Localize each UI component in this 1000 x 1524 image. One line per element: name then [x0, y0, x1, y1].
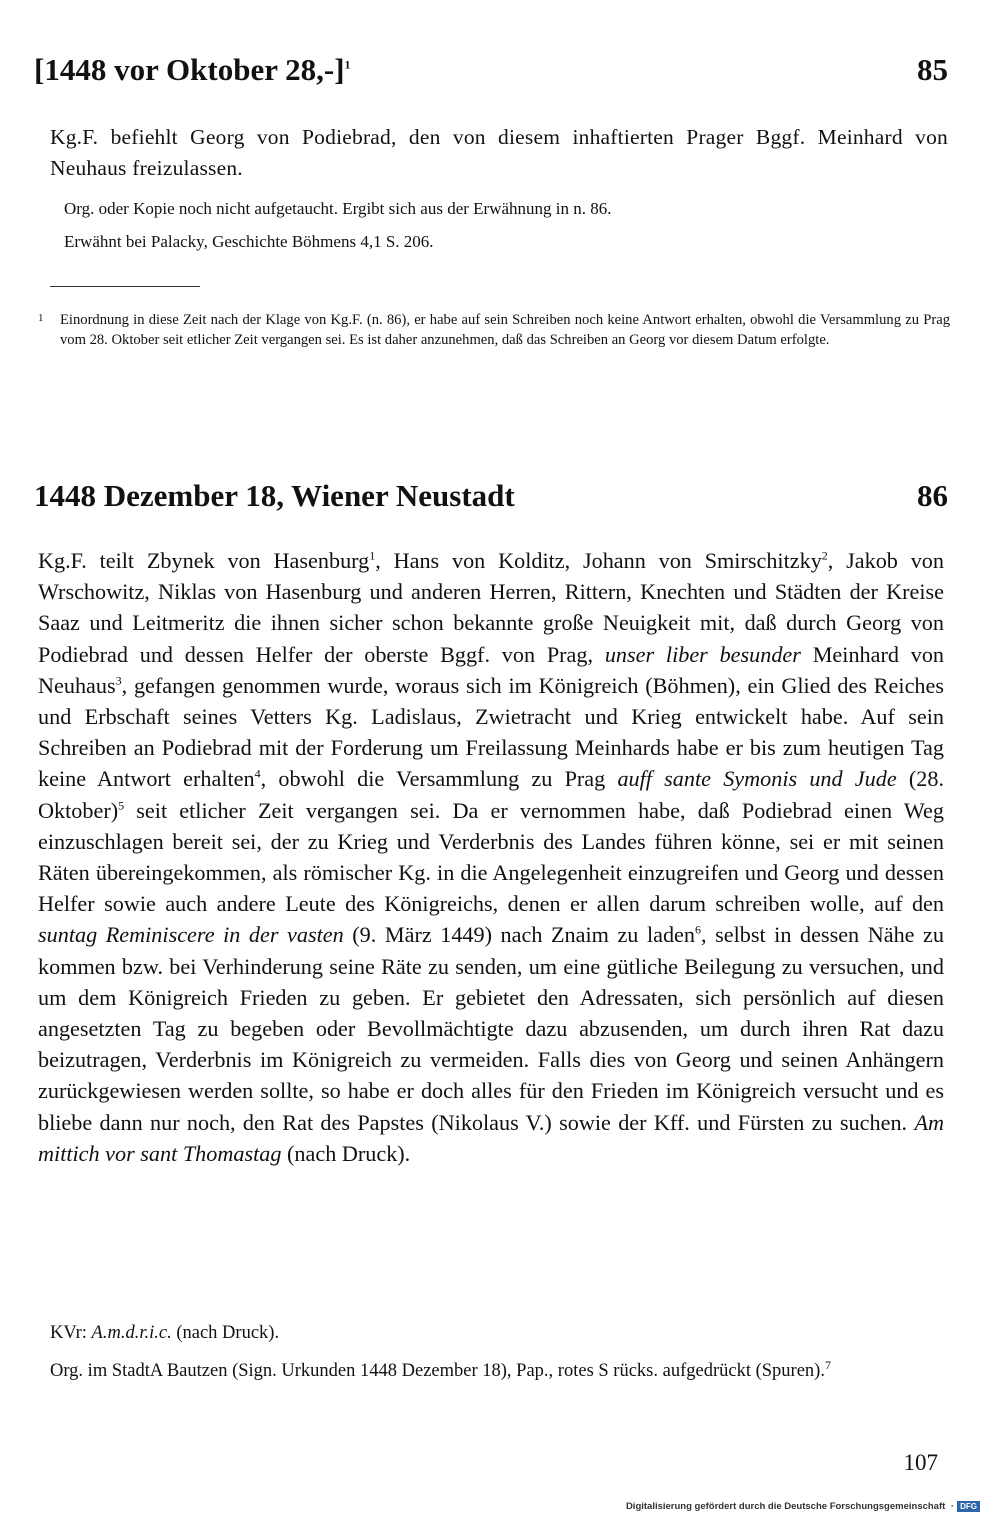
regest-paragraph: Kg.F. teilt Zbynek von Hasenburg$^1$, Hans von Kolditz, Johann von Smirschitzky$^2$, Jakob von Wrschowitz, Niklas von Hasenburg und anderen Herren, Rittern, Knechten und Städten der Kreise Saaz und Leitmeritz die ihnen sicher schon bekannte große Neuigkeit mit, daß durch Georg von Podiebrad und dessen Helfer der oberste Bggf. von Prag, unser liber besunder Meinhard von Neuhaus$^3$, gefangen genommen wurde, woraus sich im Königreich (Böhmen), ein Glied des Reiches und Erbschaft seines Vetters Kg. Ladislaus, Zwietracht und Krieg entwickelt habe. Auf sein Schreiben an Podiebrad mit der Forderung um Freilassung Meinhards habe er bis zum heutigen Tag keine Antwort erhalten$^4$, obwohl die Versammlung zu Prag auff sante Symonis und Jude (28. Oktober)$^5$ seit etlicher Zeit vergangen sei. Da er vernommen habe, daß Podiebrad einen Weg einzuschlagen bereit sei, der zu Krieg und Verderbnis des Landes führen könne, sei er mit seinen Räten übereingekommen, als römischer Kg. in die Angelegenheit einzugreifen und Georg und dessen Helfer sowie auch andere Leute des Königreichs, denen er allen darum schreiben wolle, auf den suntag Reminiscere in der vasten (9. März 1449) nach Znaim zu laden$^6$, selbst in dessen Nähe zu kommen bzw. bei Verhinderung seine Räte zu senden, um eine gütliche Beilegung zu versuchen, und um dem Königreich Frieden zu geben. Er gebietet den Adressaten, sich persönlich auf diesen angesetzten Tag zu begeben oder Bevollmächtigte dazu abzusenden, um durch ihren Rat dazu beizutragen, Verderbnis im Königreich zu vermeiden. Falls dies von Georg und seinen Anhängern zurückgewiesen werden sollte, so habe er doch alles für den Frieden im Königreich versucht und es bliebe dann nur noch, den Rat des Papstes (Nikolaus V.) sowie der Kff. und Fürsten zu suchen. Am mittich vor sant Thomastag (nach Druck). — [38, 548, 945, 1166]
footnote-ref: 5 — [118, 798, 125, 813]
quoted-phrase: unser liber besunder — [604, 641, 801, 667]
footnote-ref: 6 — [695, 923, 701, 938]
dfg-credit: Digitalisierung gefördert durch die Deutsche Forschungsgemeinschaft · DFG — [626, 1501, 980, 1512]
footnote-ref: 2 — [821, 548, 828, 563]
dfg-credit-text: Digitalisierung gefördert durch die Deutsche Forschungsgemeinschaft — [625, 1501, 946, 1512]
entry-86-regest — [38, 545, 944, 1169]
quoted-phrase: auff sante Symonis und Jude — [617, 766, 897, 792]
footnote-ref: 1 — [369, 548, 376, 563]
entry-86-kvr: KVr: A.m.d.r.i.c. (nach Druck). — [50, 1323, 280, 1343]
footnote-ref: 3 — [115, 673, 122, 688]
entry-86-original-note: Org. im StadtA Bautzen (Sign. Urkunden 1448 Dezember 18), Pap., rotes S rücks. aufgedrückt (Spuren).$^7$ — [50, 1357, 831, 1381]
entry-86-number: 86 — [917, 478, 948, 513]
footnote-mark: 1 — [38, 312, 44, 324]
footnote-ref: 1 — [344, 57, 351, 72]
quoted-phrase: Am mittich vor sant Thomastag — [38, 1109, 945, 1166]
footnote-ref: 7 — [824, 1357, 831, 1372]
entry-86-date: 1448 Dezember 18, Wiener Neustadt — [34, 478, 515, 513]
page-number: 107 — [903, 1450, 938, 1475]
entry-86-heading — [34, 478, 948, 514]
dfg-logo-icon: DFG — [957, 1501, 980, 1512]
entry-85-heading — [34, 52, 948, 88]
entry-85-date: [1448 vor Oktober 28,-]$^1$ — [34, 52, 351, 87]
footnote-divider — [50, 286, 200, 287]
footnote-ref: 4 — [254, 767, 261, 782]
entry-85-footnote — [36, 310, 950, 350]
entry-85-note-mention: Erwähnt bei Palacky, Geschichte Böhmens 4,1 S. 206. — [64, 232, 434, 251]
footnote-text: Einordnung in diese Zeit nach der Klage von Kg.F. (n. 86), er habe auf sein Schreiben noch keine Antwort erhalten, obwohl die Versammlung zu Prag vom 28. Oktober seit etlicher Zeit vergangen sei. Es ist daher anzunehmen, daß das Schreiben an Georg vor diesem Datum erfolgte. — [60, 312, 950, 348]
quoted-phrase: suntag Reminiscere in der vasten — [38, 922, 344, 948]
entry-85-note-original: Org. oder Kopie noch nicht aufgetaucht. Ergibt sich aus der Erwähnung in n. 86. — [64, 199, 612, 218]
entry-85-number: 85 — [917, 52, 948, 87]
entry-85-regest: Kg.F. befiehlt Georg von Podiebrad, den von diesem inhaftierten Prager Bggf. Meinhard von Neuhaus freizulassen. — [50, 125, 948, 180]
